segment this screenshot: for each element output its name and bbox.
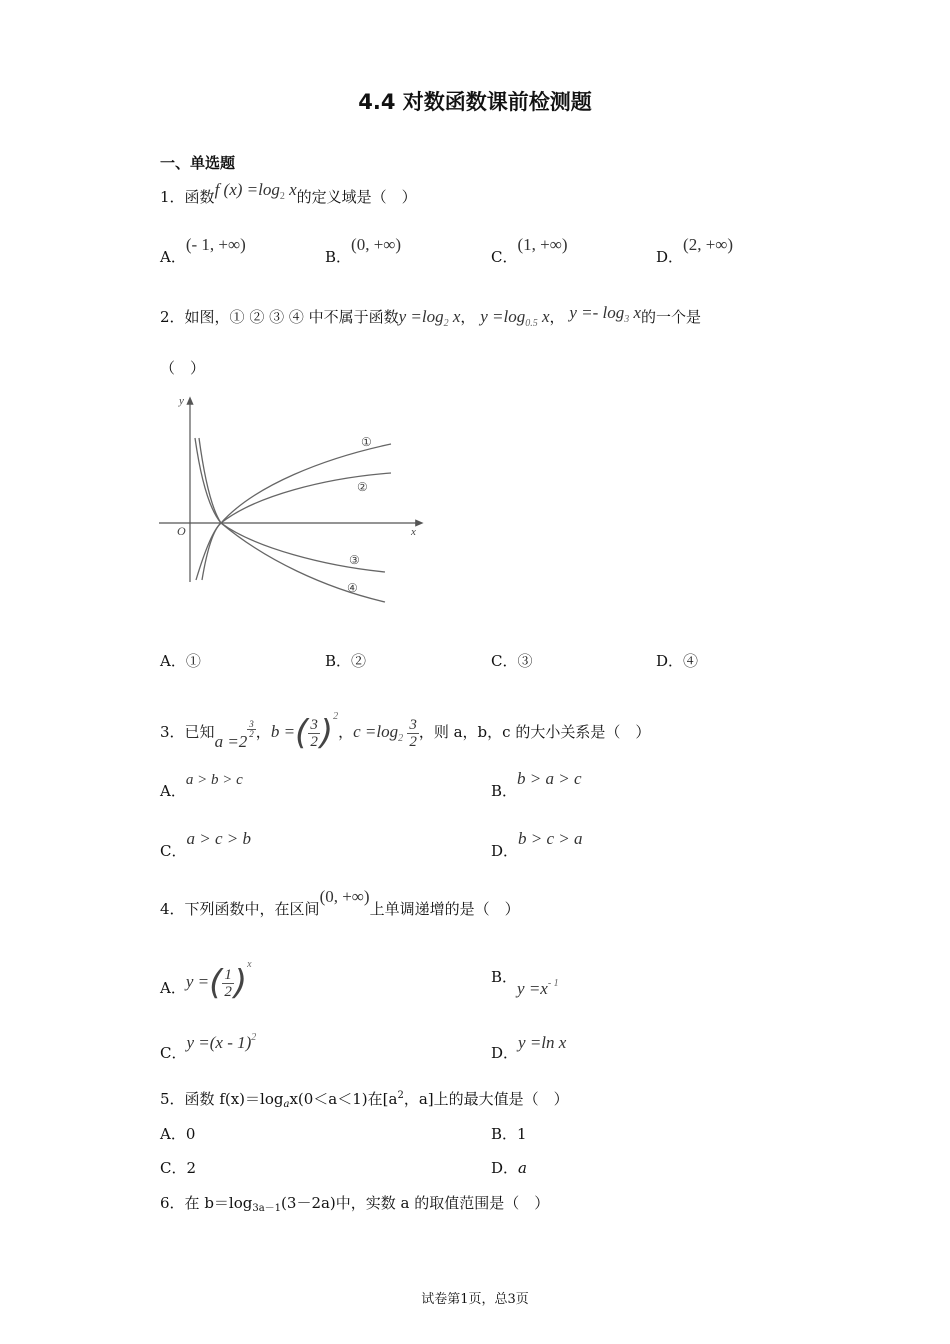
- q1-option-d-label: D．: [656, 248, 684, 266]
- q2-option-d-text: ④: [683, 652, 699, 670]
- q5-option-c[interactable]: [160, 1157, 196, 1178]
- q5-option-a[interactable]: [160, 1123, 195, 1144]
- q4-option-a-exp: x: [247, 959, 252, 970]
- q5-option-b-label: B．: [491, 1125, 518, 1143]
- q4-option-d-expr: y =ln x: [518, 1033, 567, 1052]
- q5-option-c-text: 2: [186, 1159, 197, 1177]
- q4-option-b-text: y =x: [517, 979, 548, 998]
- q4-interval: (0, +∞): [319, 887, 370, 906]
- q4-option-a-lparen: (: [209, 963, 223, 1004]
- x-axis-label: x: [411, 526, 416, 538]
- q2-option-d[interactable]: [656, 650, 698, 671]
- q3-number: 3．: [160, 723, 185, 741]
- question-4: [160, 887, 520, 919]
- page-footer: 试卷第1页，总3页: [421, 1292, 529, 1307]
- q4-option-b-expr: [517, 979, 559, 998]
- q2-option-b-text: ②: [351, 652, 367, 670]
- q3-option-b-label: B．: [491, 782, 518, 800]
- q3-option-d-label: D．: [491, 842, 519, 860]
- page-title: 4.4 对数函数课前检测题: [358, 90, 592, 114]
- q2-sep-2: ，: [549, 308, 565, 326]
- curve-3: [195, 438, 385, 572]
- q5-option-d-text: a: [518, 1159, 527, 1177]
- q3-c-den: 2: [409, 733, 417, 750]
- q3-sep-1: ，: [255, 723, 271, 741]
- q3-option-d[interactable]: [491, 829, 583, 861]
- q3-c-frac: [407, 717, 419, 750]
- q2-option-a-text: ①: [185, 652, 201, 670]
- q5-text-3: ，a]上的最大值是（ ）: [403, 1090, 569, 1108]
- q4-option-a-frac: [222, 967, 234, 1000]
- q2-func-1-base: 2: [443, 318, 449, 329]
- q5-option-d[interactable]: [491, 1157, 527, 1178]
- q2-func-2-var: x: [537, 307, 550, 326]
- q1-base: 2: [279, 191, 285, 202]
- q2-func-3-text: y =- log: [569, 303, 625, 322]
- q4-option-d[interactable]: [491, 1033, 567, 1063]
- q3-b-expr: [270, 711, 339, 754]
- q2-option-a[interactable]: [160, 650, 201, 671]
- q5-text-1: 函数 f(x)＝log: [184, 1090, 284, 1108]
- curve-3-label: ③: [349, 553, 360, 567]
- q6-subscript: 3a－1: [252, 1203, 282, 1214]
- q2-answer-paren: （ ）: [160, 359, 206, 377]
- q5-option-b-text: 1: [517, 1125, 527, 1143]
- q2-func-3: [569, 303, 642, 325]
- q1-option-a-label: A．: [160, 248, 186, 266]
- q3-option-a-label: A．: [160, 782, 186, 800]
- q3-option-d-expr: b > c > a: [518, 829, 583, 848]
- q4-option-c[interactable]: [160, 1032, 257, 1063]
- q3-a-exp-num: 3: [249, 718, 254, 729]
- q4-option-b[interactable]: [491, 968, 559, 998]
- q3-prefix: 已知: [184, 723, 215, 741]
- q4-suffix: 上单调递增的是（ ）: [369, 900, 520, 918]
- q4-option-a-label: A．: [160, 979, 186, 997]
- q3-c-num: 3: [409, 716, 417, 733]
- q2-prefix: 如图，① ② ③ ④ 中不属于函数: [184, 308, 399, 326]
- q2-option-c-label: C．: [491, 652, 518, 670]
- q1-option-b[interactable]: [325, 235, 402, 267]
- q4-option-c-text: y =(x - 1): [186, 1033, 252, 1052]
- q1-suffix: 的定义域是（ ）: [296, 188, 417, 206]
- q3-a-lhs: a =2: [214, 732, 248, 751]
- section-heading: 一、单选题: [160, 154, 236, 172]
- q1-option-c-expr: (1, +∞): [517, 235, 568, 254]
- q3-c-lhs: c =log: [353, 722, 399, 741]
- q6-text-2: (3－2a)中，实数 a 的取值范围是（ ）: [281, 1194, 550, 1212]
- q2-func-3-base: 3: [624, 314, 630, 325]
- q2-func-3-var: x: [629, 303, 642, 322]
- q4-option-c-label: C．: [160, 1044, 187, 1062]
- q2-option-a-label: A．: [160, 652, 186, 670]
- curve-1: [202, 444, 391, 580]
- curve-4: [199, 438, 385, 602]
- q3-b-exp: 2: [333, 711, 339, 722]
- question-2: [160, 303, 702, 329]
- q2-sep-1: ，: [460, 308, 476, 326]
- q2-func-1-text: y =log: [398, 307, 444, 326]
- q3-suffix: ，则 a，b，c 的大小关系是（ ）: [418, 723, 651, 741]
- q4-number: 4．: [160, 900, 185, 918]
- q1-option-c[interactable]: [491, 235, 568, 267]
- q3-option-c-expr: a > c > b: [186, 829, 251, 848]
- q5-option-a-label: A．: [160, 1125, 186, 1143]
- q3-option-c-label: C．: [160, 842, 187, 860]
- q5-subscript: a: [283, 1099, 290, 1110]
- q2-number: 2．: [160, 308, 185, 326]
- question-6: [160, 1192, 549, 1214]
- q5-option-b[interactable]: [491, 1123, 527, 1144]
- question-3: [160, 692, 651, 754]
- q3-option-a-expr: a > b > c: [185, 772, 243, 788]
- q3-option-c[interactable]: [160, 829, 251, 861]
- q1-number: 1．: [160, 188, 185, 206]
- q4-option-c-exp: 2: [251, 1032, 257, 1043]
- q2-option-b-label: B．: [325, 652, 352, 670]
- q1-option-a[interactable]: [160, 235, 246, 267]
- curve-2-label: ②: [357, 480, 368, 494]
- q2-option-d-label: D．: [656, 652, 684, 670]
- q1-option-d-expr: (2, +∞): [683, 235, 734, 254]
- q4-option-a-num: 1: [224, 966, 232, 983]
- q3-option-b[interactable]: [491, 769, 582, 801]
- origin-label: O: [177, 524, 186, 538]
- q2-graph: [155, 390, 430, 610]
- q3-a-exponent: [247, 720, 256, 739]
- q4-option-b-label: B．: [491, 968, 518, 986]
- q5-number: 5．: [160, 1090, 185, 1108]
- curve-1-label: ①: [361, 435, 372, 449]
- curve-4-label: ④: [347, 581, 358, 595]
- q4-option-a-rparen: ): [233, 963, 248, 1004]
- question-5: [160, 1088, 569, 1110]
- q5-option-d-label: D．: [491, 1159, 519, 1177]
- q1-expr: f (x) =log: [214, 180, 280, 199]
- q2-option-b[interactable]: [325, 650, 366, 671]
- q1-prefix: 函数: [184, 188, 215, 206]
- q2-func-2: [480, 307, 550, 329]
- q1-option-b-label: B．: [325, 248, 352, 266]
- q6-text-1: 在 b＝log: [184, 1194, 253, 1212]
- q5-option-a-text: 0: [185, 1125, 196, 1143]
- q4-prefix: 下列函数中，在区间: [184, 900, 320, 918]
- q2-option-c-text: ③: [517, 652, 533, 670]
- q3-option-a[interactable]: [160, 772, 243, 801]
- q3-b-frac: [308, 717, 320, 750]
- q2-func-2-text: y =log: [480, 307, 526, 326]
- q4-option-a-lhs: y =: [185, 972, 210, 991]
- q3-b-lhs: b =: [270, 722, 296, 741]
- q3-c-base: 2: [398, 733, 404, 744]
- q3-b-den: 2: [310, 733, 318, 750]
- q4-option-c-expr: [186, 1033, 256, 1052]
- q5-superscript: 2: [397, 1090, 404, 1101]
- q3-c-expr: [353, 716, 419, 750]
- q2-suffix: 的一个是: [641, 308, 702, 326]
- q6-number: 6．: [160, 1194, 185, 1212]
- q1-option-c-label: C．: [491, 248, 518, 266]
- q4-option-b-exp: - 1: [547, 978, 559, 989]
- q1-var: x: [284, 180, 297, 199]
- q3-a-exp-den: 2: [249, 728, 254, 739]
- q3-b-rparen: ): [319, 713, 334, 754]
- y-axis-label: y: [179, 395, 184, 407]
- q2-func-1: [398, 307, 461, 329]
- q4-option-d-label: D．: [491, 1044, 519, 1062]
- q3-a-expr: [214, 718, 256, 751]
- q4-option-a-expr: [185, 959, 252, 1004]
- q5-option-c-label: C．: [160, 1159, 187, 1177]
- question-1: [160, 180, 417, 209]
- q4-option-a-den: 2: [224, 983, 232, 1000]
- q3-sep-2: ，: [338, 723, 354, 741]
- q2-func-2-base: 0.5: [525, 318, 538, 329]
- q3-option-b-expr: b > a > c: [517, 769, 582, 788]
- q1-option-b-expr: (0, +∞): [351, 235, 402, 254]
- q3-b-num: 3: [310, 716, 318, 733]
- q2-func-1-var: x: [448, 307, 461, 326]
- q1-option-a-expr: (- 1, +∞): [185, 235, 246, 254]
- q4-option-a[interactable]: [160, 946, 252, 1004]
- q3-b-lparen: (: [295, 713, 309, 754]
- q2-option-c[interactable]: [491, 650, 533, 671]
- q5-text-2: x(0＜a＜1)在[a: [289, 1090, 398, 1108]
- q1-option-d[interactable]: [656, 235, 734, 267]
